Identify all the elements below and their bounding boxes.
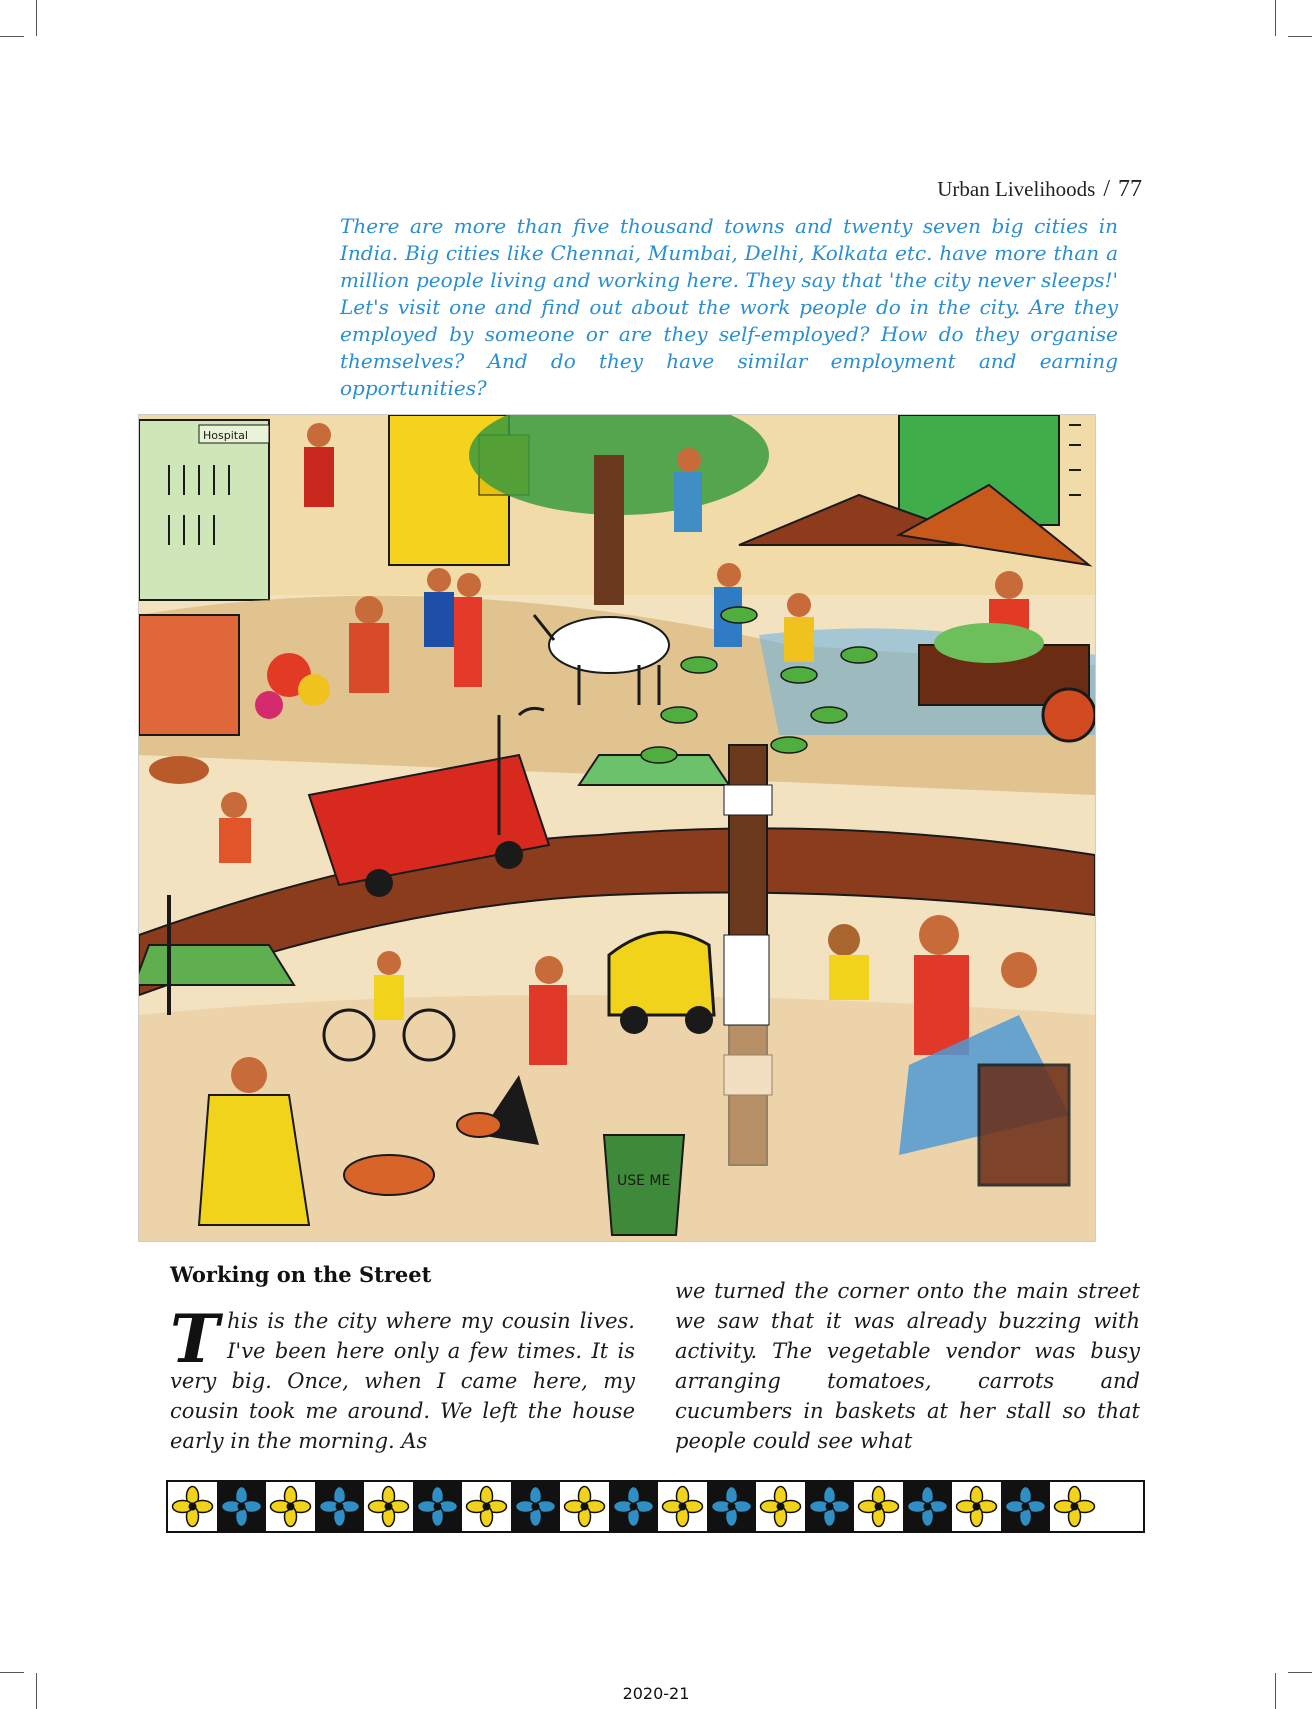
border-motif <box>952 1482 1001 1531</box>
cow <box>549 617 669 673</box>
body-text-right-column: we turned the corner onto the main street we saw that it was already buzzing with activity. The vegetable vendor was busy arranging tomatoes, carrots and cucumbers in baskets at her stall so that people could see what <box>675 1279 1140 1453</box>
crop-mark <box>0 1672 24 1673</box>
crop-mark <box>1275 0 1276 36</box>
barber <box>919 915 959 955</box>
border-motif <box>364 1482 413 1531</box>
chapter-title: Urban Livelihoods <box>937 177 1096 201</box>
border-motif <box>266 1482 315 1531</box>
decorative-border <box>166 1480 1145 1533</box>
border-motif <box>413 1482 462 1531</box>
city-street-illustration <box>138 414 1096 1242</box>
border-motif <box>1050 1482 1099 1531</box>
border-motif <box>217 1482 266 1531</box>
barber-chair <box>979 1065 1069 1185</box>
border-motif <box>903 1482 952 1531</box>
left-column-text: his is the city where my cousin lives. I've been here only a few times. It is very big. Once, when I came here, my cousin took me around. We left the house early in the morning. As <box>170 1309 635 1453</box>
border-motif <box>609 1482 658 1531</box>
border-motif <box>1001 1482 1050 1531</box>
crop-mark <box>1288 1672 1312 1673</box>
flower-shop <box>139 615 239 735</box>
dog <box>344 1155 434 1195</box>
border-motif <box>462 1482 511 1531</box>
dustbin-label: USE ME <box>617 1173 671 1189</box>
border-motif <box>756 1482 805 1531</box>
auto-rickshaw <box>609 932 714 1015</box>
woman-in-saree <box>231 1057 267 1093</box>
border-motif <box>854 1482 903 1531</box>
header-separator: / <box>1103 176 1110 202</box>
border-motif <box>315 1482 364 1531</box>
section-heading: Working on the Street <box>170 1262 432 1287</box>
crop-mark <box>36 0 37 36</box>
hospital-sign: Hospital <box>203 429 248 442</box>
crop-mark <box>1288 36 1312 37</box>
page-number: 77 <box>1118 176 1142 202</box>
crop-mark <box>0 36 24 37</box>
footer-year: 2020-21 <box>622 1684 690 1703</box>
hospital-building <box>139 420 269 600</box>
running-header <box>937 176 1142 203</box>
border-motif <box>707 1482 756 1531</box>
drop-cap: T <box>170 1300 220 1378</box>
border-motif <box>805 1482 854 1531</box>
intro-paragraph: There are more than five thousand towns and twenty seven big cities in India. Big cities like Chennai, Mumbai, Delhi, Kolkata etc. have more than a million people living and working here. They say that 'the city never sleeps!' Let's visit one and find out about the work people do in the city. Are they employed by someone or are they self-employed? How do they organise themselves? And do they have similar employment and earning opportunities? <box>340 214 1118 400</box>
border-motif <box>511 1482 560 1531</box>
body-text-left-column <box>170 1300 635 1456</box>
sweeper <box>535 956 563 984</box>
border-motif <box>658 1482 707 1531</box>
border-motif <box>168 1482 217 1531</box>
border-motif <box>560 1482 609 1531</box>
